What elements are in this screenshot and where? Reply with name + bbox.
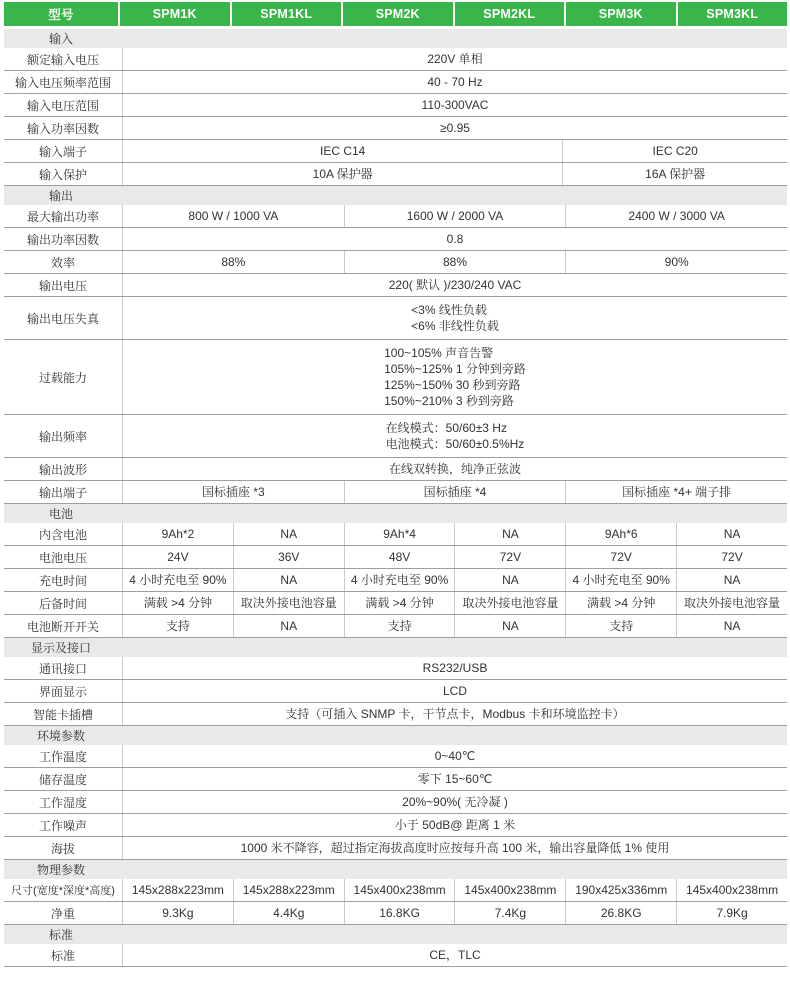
spec-value xyxy=(123,297,787,339)
section-band xyxy=(4,860,787,879)
row-label: 工作湿度 xyxy=(4,791,123,813)
spec-value-line: 电池模式：50/60±0.5%Hz xyxy=(385,437,525,451)
spec-value: 145x400x238mm xyxy=(686,882,779,897)
row-label: 输出端子 xyxy=(4,481,123,503)
spec-value: 0~40℃ xyxy=(434,748,476,763)
row-label: 输入保护 xyxy=(4,163,123,185)
spec-value: 支持 xyxy=(123,615,234,637)
spec-value: 20%~90%( 无冷凝 ) xyxy=(402,794,508,809)
spec-row xyxy=(4,902,787,925)
spec-value: 190x425x336mm xyxy=(566,879,677,901)
row-label: 效率 xyxy=(4,251,123,273)
spec-value: NA xyxy=(234,569,345,591)
spec-row xyxy=(4,523,787,546)
spec-value: 26.8KG xyxy=(566,902,677,924)
spec-row xyxy=(4,94,787,117)
spec-value: IEC C20 xyxy=(652,143,698,158)
spec-row xyxy=(4,340,787,415)
row-label: 过载能力 xyxy=(4,340,123,414)
row-label: 输出波形 xyxy=(4,458,123,480)
spec-value: 1600 W / 2000 VA xyxy=(345,205,567,227)
spec-value: NA xyxy=(723,618,741,633)
spec-value: 支持 xyxy=(345,615,456,637)
spec-value: 0.8 xyxy=(446,231,464,246)
spec-value: LCD xyxy=(442,683,467,698)
row-label: 输入端子 xyxy=(4,140,123,162)
spec-table xyxy=(4,29,787,967)
spec-row xyxy=(4,569,787,592)
spec-value: 16.8KG xyxy=(345,902,456,924)
model-header-spm3kl: SPM3KL xyxy=(678,2,788,26)
section-band xyxy=(4,925,787,944)
row-label: 输出频率 xyxy=(4,415,123,457)
spec-value: 9Ah*6 xyxy=(566,523,677,545)
model-header-row xyxy=(4,2,787,26)
row-label: 输出电压 xyxy=(4,274,123,296)
spec-value: NA xyxy=(234,523,345,545)
spec-value: 9.3Kg xyxy=(123,902,234,924)
spec-value: 4 小时充电至 90% xyxy=(345,569,456,591)
spec-value: 4.4Kg xyxy=(234,902,345,924)
model-header-spm1kl: SPM1KL xyxy=(232,2,342,26)
spec-value: 7.9Kg xyxy=(716,905,748,920)
spec-row xyxy=(4,251,787,274)
spec-value: 110-300VAC xyxy=(421,97,489,112)
spec-row xyxy=(4,768,787,791)
spec-value: NA xyxy=(723,526,741,541)
spec-row xyxy=(4,791,787,814)
spec-value: 220V 单相 xyxy=(427,51,483,66)
spec-value-lines xyxy=(384,341,526,413)
row-label: 净重 xyxy=(4,902,123,924)
spec-value-lines xyxy=(386,416,525,456)
spec-value: NA xyxy=(455,569,566,591)
section-band xyxy=(4,638,787,657)
spec-value: 48V xyxy=(345,546,456,568)
section-band xyxy=(4,29,787,48)
row-label: 内含电池 xyxy=(4,523,123,545)
row-label: 工作温度 xyxy=(4,745,123,767)
spec-value-line: 125%~150% 30 秒到旁路 xyxy=(384,378,521,392)
spec-value-line: <3% 线性负载 xyxy=(411,303,487,317)
spec-value: 88% xyxy=(345,251,567,273)
row-label: 输入功率因数 xyxy=(4,117,123,139)
spec-value-line: 105%~125% 1 分钟到旁路 xyxy=(384,362,526,376)
row-label: 后备时间 xyxy=(4,592,123,614)
spec-row xyxy=(4,745,787,768)
spec-value: 9Ah*2 xyxy=(123,523,234,545)
spec-value: 72V xyxy=(721,549,743,564)
spec-value-line: 150%~210% 3 秒到旁路 xyxy=(384,394,514,408)
row-label: 输出功率因数 xyxy=(4,228,123,250)
spec-value: 72V xyxy=(566,546,677,568)
spec-value: RS232/USB xyxy=(422,660,488,675)
spec-value: 36V xyxy=(234,546,345,568)
spec-value: IEC C14 xyxy=(123,140,563,162)
spec-row xyxy=(4,71,787,94)
spec-value-line: <6% 非线性负载 xyxy=(411,319,499,333)
spec-value xyxy=(123,340,787,414)
spec-row xyxy=(4,814,787,837)
spec-value: 4 小时充电至 90% xyxy=(566,569,677,591)
spec-value: 取决外接电池容量 xyxy=(234,592,345,614)
spec-value: 7.4Kg xyxy=(455,902,566,924)
spec-value: 220( 默认 )/230/240 VAC xyxy=(388,277,522,292)
row-label: 智能卡插槽 xyxy=(4,703,123,725)
spec-value xyxy=(123,415,787,457)
row-label: 界面显示 xyxy=(4,680,123,702)
section-title: 物理参数 xyxy=(36,863,85,877)
spec-row xyxy=(4,163,787,186)
spec-row xyxy=(4,205,787,228)
section-title: 标准 xyxy=(48,928,73,942)
spec-value: 零下 15~60℃ xyxy=(417,771,493,786)
section-band xyxy=(4,726,787,745)
spec-row xyxy=(4,415,787,458)
spec-value: 2400 W / 3000 VA xyxy=(628,208,725,223)
spec-value: 满载 >4 分钟 xyxy=(566,592,677,614)
spec-value: 满载 >4 分钟 xyxy=(345,592,456,614)
spec-value: NA xyxy=(455,523,566,545)
spec-row xyxy=(4,140,787,163)
spec-value: 1000 米不降容，超过指定海拔高度时应按每升高 100 米，输出容量降低 1% 使用 xyxy=(240,840,670,855)
row-label: 额定输入电压 xyxy=(4,48,123,70)
row-label: 通讯接口 xyxy=(4,657,123,679)
spec-value: 9Ah*4 xyxy=(345,523,456,545)
spec-value: 10A 保护器 xyxy=(123,163,563,185)
spec-value: 支持 xyxy=(566,615,677,637)
spec-value: 4 小时充电至 90% xyxy=(123,569,234,591)
spec-value: 国标插座 *4 xyxy=(345,481,567,503)
section-title: 输入 xyxy=(48,32,73,46)
spec-value: 国标插座 *4+ 端子排 xyxy=(622,484,732,499)
row-label: 最大输出功率 xyxy=(4,205,123,227)
row-label: 标准 xyxy=(4,944,123,966)
row-label: 工作噪声 xyxy=(4,814,123,836)
spec-value: NA xyxy=(234,615,345,637)
spec-value: 145x400x238mm xyxy=(455,879,566,901)
model-header-spm2k: SPM2K xyxy=(343,2,453,26)
spec-value: 满载 >4 分钟 xyxy=(123,592,234,614)
spec-value: NA xyxy=(455,615,566,637)
spec-row xyxy=(4,944,787,967)
spec-row xyxy=(4,481,787,504)
spec-row xyxy=(4,879,787,902)
spec-row xyxy=(4,680,787,703)
spec-value: 16A 保护器 xyxy=(645,166,706,181)
spec-value: 支持（可插入 SNMP 卡，干节点卡，Modbus 卡和环境监控卡） xyxy=(285,706,625,721)
row-label: 电池电压 xyxy=(4,546,123,568)
spec-value: 800 W / 1000 VA xyxy=(123,205,345,227)
spec-row xyxy=(4,228,787,251)
spec-value: 145x288x223mm xyxy=(123,879,234,901)
spec-value-line: 100~105% 声音告警 xyxy=(384,346,494,360)
spec-value: NA xyxy=(723,572,741,587)
spec-row xyxy=(4,615,787,638)
model-header-spm3k: SPM3K xyxy=(566,2,676,26)
spec-row xyxy=(4,703,787,726)
spec-value: 72V xyxy=(455,546,566,568)
row-label: 输入电压频率范围 xyxy=(4,71,123,93)
spec-row xyxy=(4,657,787,680)
row-label: 输入电压范围 xyxy=(4,94,123,116)
section-title: 显示及接口 xyxy=(30,641,91,655)
row-label: 输出电压失真 xyxy=(4,297,123,339)
spec-value: CE，TLC xyxy=(429,947,481,962)
spec-value: 145x400x238mm xyxy=(345,879,456,901)
spec-row xyxy=(4,48,787,71)
spec-row xyxy=(4,592,787,615)
spec-row xyxy=(4,274,787,297)
spec-value: 取决外接电池容量 xyxy=(684,595,781,610)
spec-value: 90% xyxy=(664,254,689,269)
model-header-label: 型号 xyxy=(4,2,118,26)
spec-value: 88% xyxy=(123,251,345,273)
row-label: 电池断开开关 xyxy=(4,615,123,637)
spec-value-line: 在线模式：50/60±3 Hz xyxy=(385,421,507,435)
spec-value: 国标插座 *3 xyxy=(123,481,345,503)
spec-row xyxy=(4,117,787,140)
spec-value: 145x288x223mm xyxy=(234,879,345,901)
spec-row xyxy=(4,297,787,340)
section-title: 输出 xyxy=(48,189,73,203)
row-label: 充电时间 xyxy=(4,569,123,591)
spec-value: ≥0.95 xyxy=(440,120,470,135)
spec-row xyxy=(4,837,787,860)
row-label: 尺寸(宽度*深度*高度) xyxy=(4,879,123,901)
spec-value-lines xyxy=(411,298,499,338)
section-band xyxy=(4,504,787,523)
spec-value: 在线双转换，纯净正弦波 xyxy=(388,461,521,476)
spec-value: 小于 50dB@ 距离 1 米 xyxy=(394,817,516,832)
row-label: 储存温度 xyxy=(4,768,123,790)
spec-row xyxy=(4,458,787,481)
section-title: 环境参数 xyxy=(36,729,85,743)
spec-value: 24V xyxy=(123,546,234,568)
model-header-spm1k: SPM1K xyxy=(120,2,230,26)
spec-value: 取决外接电池容量 xyxy=(455,592,566,614)
spec-row xyxy=(4,546,787,569)
model-header-spm2kl: SPM2KL xyxy=(455,2,565,26)
row-label: 海拔 xyxy=(4,837,123,859)
section-title: 电池 xyxy=(48,507,73,521)
spec-value: 40 - 70 Hz xyxy=(427,74,483,89)
section-band xyxy=(4,186,787,205)
